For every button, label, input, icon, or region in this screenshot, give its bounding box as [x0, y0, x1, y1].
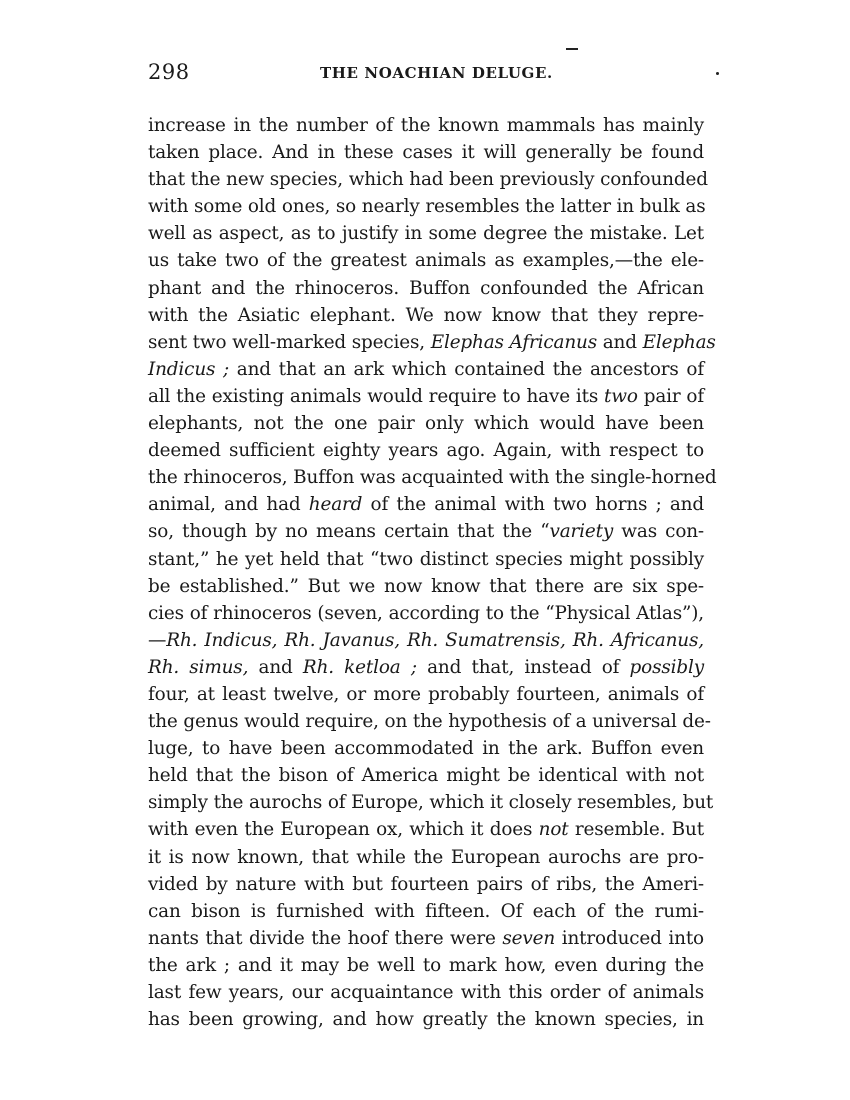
- text-line: [148, 139, 704, 166]
- text-line: [148, 193, 704, 220]
- text-run: with the Asiatic elephant. We now know that they repre-: [148, 304, 704, 326]
- text-run: was con-: [613, 521, 705, 543]
- text-run: and: [597, 331, 643, 353]
- text-run: four, at least twelve, or more probably fourteen, animals of: [148, 683, 704, 705]
- text-line: [148, 275, 704, 302]
- text-run: the genus would require, on the hypothesis of a universal de-: [148, 711, 711, 733]
- text-run: heard: [308, 494, 363, 516]
- text-run: luge, to have been accommodated in the ark. Buffon even: [148, 738, 704, 760]
- text-line: [148, 464, 717, 491]
- text-run: elephants, not the one pair only which would have been: [148, 413, 704, 435]
- text-run: and: [248, 656, 303, 678]
- text-run: increase in the number of the known mammals has mainly: [148, 115, 704, 136]
- text-line: [148, 681, 704, 708]
- text-line: [148, 166, 708, 193]
- text-run: all the existing animals would require to have its: [148, 385, 605, 407]
- text-run: last few years, our acquaintance with this order of animals: [148, 982, 704, 1003]
- text-line: [148, 979, 704, 1006]
- text-line: [148, 356, 704, 383]
- text-line: [148, 410, 704, 437]
- text-run: has been growing, and how greatly the known species, in: [148, 1009, 704, 1031]
- text-run: Rh. simus,: [148, 656, 249, 678]
- text-line: [148, 1006, 704, 1033]
- page-number: 298: [148, 60, 190, 84]
- text-line: [148, 600, 704, 627]
- text-run: introduced into: [555, 927, 704, 949]
- text-run: pair of: [637, 385, 705, 407]
- body-text: [148, 112, 717, 1033]
- text-run: vided by nature with but fourteen pairs of ribs, the Ameri-: [148, 873, 704, 895]
- text-line: [148, 437, 704, 464]
- print-mark: [566, 48, 578, 50]
- text-run: so, though by no means certain that the “: [148, 521, 550, 543]
- text-run: well as aspect, as to justify in some degree the mistake. Let: [148, 223, 704, 245]
- text-run: seven: [502, 927, 556, 949]
- text-run: deemed sufficient eighty years ago. Again, with respect to: [148, 440, 704, 462]
- text-run: with even the European ox, which it does: [148, 819, 539, 841]
- text-line: [148, 518, 704, 545]
- text-run: phant and the rhinoceros. Buffon confounded the African: [148, 277, 704, 299]
- text-run: nants that divide the hoof there were: [148, 927, 503, 949]
- text-line: [148, 871, 704, 898]
- text-line: [148, 952, 704, 979]
- text-line: [148, 247, 704, 274]
- text-run: the rhinoceros, Buffon was acquainted with the single-horned: [148, 467, 717, 489]
- running-title: THE NOACHIAN DELUGE.: [320, 64, 553, 82]
- text-line: [148, 220, 704, 247]
- text-run: variety: [549, 521, 614, 543]
- text-run: animal, and had: [148, 494, 309, 516]
- text-line: [148, 762, 704, 789]
- text-line: [148, 816, 704, 843]
- text-run: it is now known, that while the European aurochs are pro-: [148, 846, 704, 868]
- text-line: [148, 627, 704, 654]
- text-line: [148, 573, 704, 600]
- text-run: be established.” But we now know that there are six spe-: [148, 575, 704, 597]
- text-run: cies of rhinoceros (seven, according to the “Physical Atlas”),: [148, 602, 704, 624]
- text-line: [148, 302, 704, 329]
- text-line: [148, 546, 704, 573]
- text-run: stant,” he yet held that “two distinct species might possibly: [148, 548, 704, 570]
- text-line: [148, 735, 704, 762]
- text-run: Elephas Africanus: [430, 331, 598, 353]
- text-run: us take two of the greatest animals as examples,—the ele-: [148, 250, 704, 272]
- text-run: can bison is furnished with fifteen. Of each of the rumi-: [148, 900, 704, 922]
- text-run: held that the bison of America might be identical with not: [148, 765, 704, 787]
- running-head: [148, 60, 704, 90]
- text-run: taken place. And in these cases it will generally be found: [148, 142, 704, 164]
- text-run: not: [538, 819, 569, 841]
- text-line: [148, 654, 704, 681]
- text-run: that the new species, which had been previously confounded: [148, 169, 708, 191]
- print-mark: [716, 72, 719, 75]
- text-run: Elephas: [642, 331, 716, 353]
- text-run: possibly: [629, 656, 704, 678]
- text-run: —: [148, 629, 167, 651]
- text-run: resemble. But: [568, 819, 704, 841]
- text-line: [148, 925, 704, 952]
- text-line: [148, 844, 704, 871]
- text-line: [148, 329, 716, 356]
- text-line: [148, 898, 704, 925]
- text-run: Rh. Indicus, Rh. Javanus, Rh. Sumatrensis, Rh. Africanus,: [166, 629, 704, 651]
- text-run: with some old ones, so nearly resembles the latter in bulk as: [148, 196, 706, 218]
- text-run: Indicus ;: [148, 358, 230, 380]
- text-line: [148, 491, 704, 518]
- text-run: and that an ark which contained the ancestors of: [229, 358, 705, 380]
- text-run: Rh. ketloa ;: [302, 656, 417, 678]
- text-line: [148, 789, 714, 816]
- text-run: of the animal with two horns ; and: [362, 494, 705, 516]
- text-line: [148, 383, 704, 410]
- text-run: simply the aurochs of Europe, which it closely resembles, but: [148, 792, 714, 814]
- text-run: the ark ; and it may be well to mark how, even during the: [148, 954, 704, 976]
- text-line: [148, 112, 704, 139]
- text-line: [148, 708, 711, 735]
- text-run: sent two well-marked species,: [148, 331, 431, 353]
- text-run: two: [604, 385, 638, 407]
- text-run: and that, instead of: [416, 656, 630, 678]
